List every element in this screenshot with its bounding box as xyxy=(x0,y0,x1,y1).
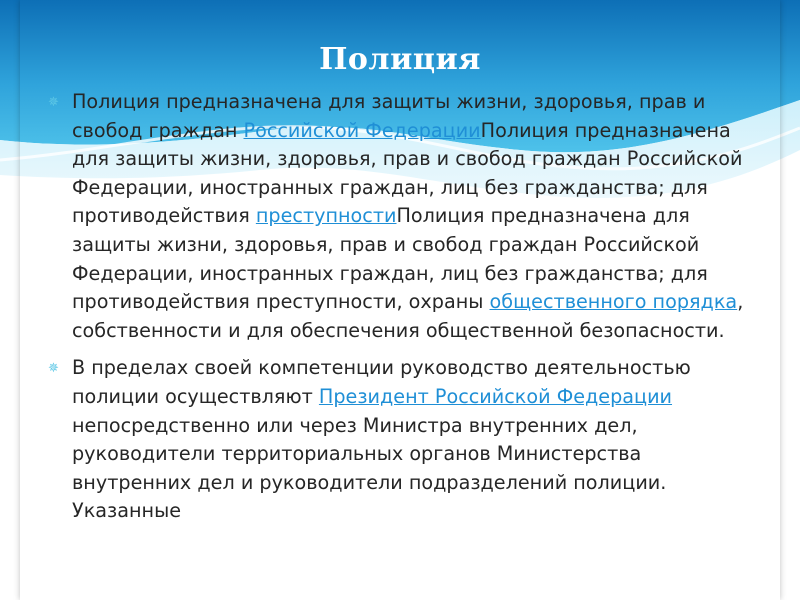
link-president[interactable]: Президент Российской Федерации xyxy=(318,384,673,408)
link-crime[interactable]: преступности xyxy=(255,204,397,228)
paragraph-text: , собственности и для обеспечения общественной безопасности. xyxy=(72,290,744,342)
link-russian-federation[interactable]: Российской Федерации xyxy=(243,118,481,142)
diamond-star-icon: ✵ xyxy=(48,95,59,110)
bullet-paragraph xyxy=(44,88,754,345)
paragraph-text: Полиция предназначена для защиты жизни, здоровья, прав и свобод граждан Российской Федерации, иностранных граждан, лиц без гражданства; для противодействия преступности, охраны xyxy=(72,204,708,314)
paragraph-text: В пределах своей компетенции руководство деятельностью полиции осуществляют xyxy=(72,356,691,408)
slide-content xyxy=(44,88,754,535)
diamond-star-icon: ✵ xyxy=(48,361,59,377)
slide-title: Полиция xyxy=(319,42,481,77)
paragraph-text: Полиция предназначена для защиты жизни, здоровья, прав и свобод граждан xyxy=(72,90,706,142)
paragraph-text: Полиция предназначена для защиты жизни, здоровья, прав и свобод граждан Российской Федерации, иностранных граждан, лиц без гражданства; для противодействия xyxy=(72,118,743,228)
bullet-paragraph xyxy=(44,354,754,526)
paragraph-text: непосредственно или через Министра внутренних дел, руководители территориальных органов Министерства внутренних дел и руководители подразделений полиции. Указанные xyxy=(72,413,667,523)
link-public-order[interactable]: общественного порядка xyxy=(489,290,738,314)
